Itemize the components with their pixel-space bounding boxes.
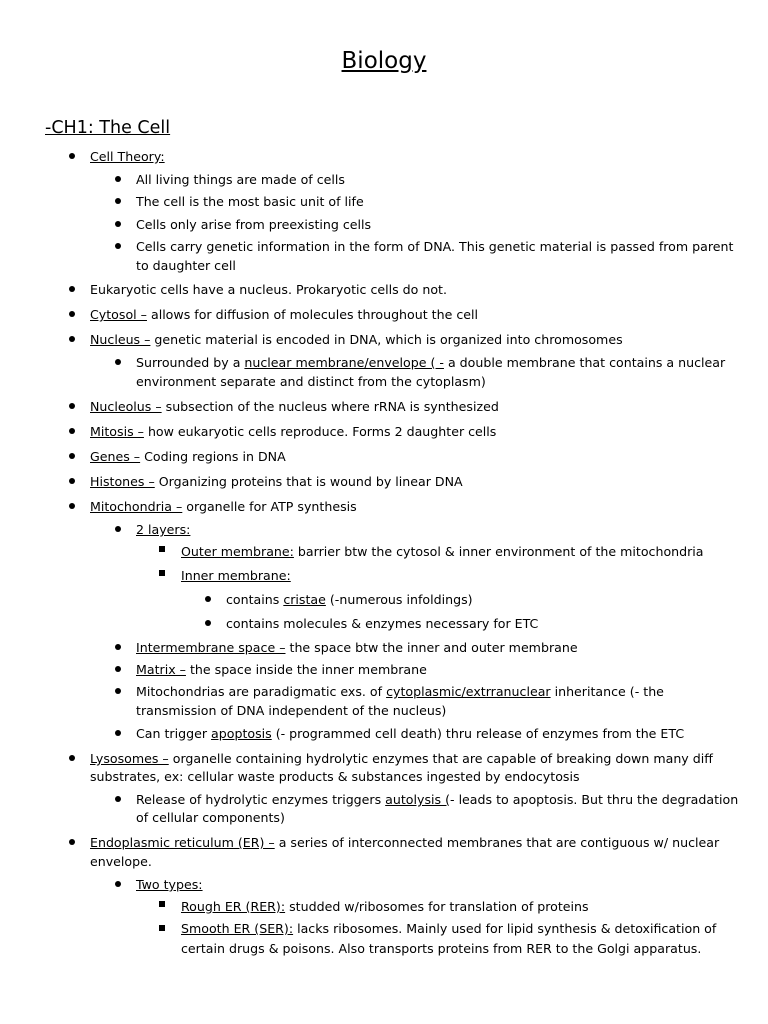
term: cytoplasmic/extrranuclear bbox=[386, 684, 551, 699]
list-item-nucleus bbox=[90, 331, 623, 349]
list-item-continuation: transmission of DNA independent of the nucleus) bbox=[136, 703, 447, 718]
definition: subsection of the nucleus where rRNA is synthesized bbox=[161, 399, 499, 414]
list-item-rer bbox=[181, 898, 589, 916]
definition: barrier btw the cytosol & inner environment of the mitochondria bbox=[293, 544, 704, 559]
term: Smooth ER (SER): bbox=[181, 921, 294, 936]
term: nuclear membrane/envelope ( - bbox=[244, 355, 444, 370]
bullet-dot-icon bbox=[69, 428, 75, 434]
definition: the space btw the inner and outer membrane bbox=[285, 640, 578, 655]
list-item-inner-membrane bbox=[181, 567, 291, 585]
term: apoptosis bbox=[211, 726, 272, 741]
definition: allows for diffusion of molecules throughout the cell bbox=[146, 307, 479, 322]
list-item-genes bbox=[90, 448, 286, 466]
list-item-continuation: envelope. bbox=[90, 854, 152, 869]
term: Outer membrane: bbox=[181, 544, 294, 559]
term: Inner membrane: bbox=[181, 568, 291, 583]
term: Matrix – bbox=[136, 662, 186, 677]
definition: inheritance (- the bbox=[550, 684, 664, 699]
bullet-square-icon bbox=[159, 925, 165, 931]
bullet-square-icon bbox=[159, 546, 165, 552]
chapter-heading: -CH1: The Cell bbox=[45, 118, 171, 138]
list-item-cristae bbox=[226, 591, 473, 609]
term: Intermembrane space – bbox=[136, 640, 286, 655]
bullet-dot-icon bbox=[69, 403, 75, 409]
definition: - leads to apoptosis. But thru the degradation bbox=[450, 792, 739, 807]
list-item-intermembrane bbox=[136, 639, 578, 657]
definition: the space inside the inner membrane bbox=[185, 662, 427, 677]
bullet-dot-icon bbox=[69, 503, 75, 509]
list-item: Eukaryotic cells have a nucleus. Prokaryotic cells do not. bbox=[90, 282, 448, 297]
bullet-dot-icon bbox=[115, 243, 121, 249]
list-item-cell-theory bbox=[90, 148, 165, 166]
bullet-dot-icon bbox=[69, 755, 75, 761]
bullet-dot-icon bbox=[69, 286, 75, 292]
prefix: Release of hydrolytic enzymes triggers bbox=[136, 792, 386, 807]
term: Nucleus – bbox=[90, 332, 151, 347]
term: Histones – bbox=[90, 474, 155, 489]
list-item-matrix bbox=[136, 661, 427, 679]
bullet-dot-icon bbox=[115, 796, 121, 802]
prefix: Can trigger bbox=[136, 726, 212, 741]
list-item-nuclear-membrane bbox=[136, 354, 725, 372]
definition: Organizing proteins that is wound by linear DNA bbox=[154, 474, 463, 489]
definition: lacks ribosomes. Mainly used for lipid synthesis & detoxification of bbox=[293, 921, 717, 936]
list-item-inheritance bbox=[136, 683, 664, 701]
bullet-dot-icon bbox=[115, 359, 121, 365]
list-item-continuation: substrates, ex: cellular waste products & substances ingested by endocytosis bbox=[90, 769, 580, 784]
term: autolysis ( bbox=[385, 792, 451, 807]
list-item-lysosomes bbox=[90, 750, 713, 768]
prefix: Mitochondrias are paradigmatic exs. of bbox=[136, 684, 387, 699]
bullet-dot-icon bbox=[69, 478, 75, 484]
bullet-dot-icon bbox=[115, 666, 121, 672]
list-item-er bbox=[90, 834, 719, 852]
bullet-dot-icon bbox=[69, 311, 75, 317]
list-item-nucleolus bbox=[90, 398, 499, 416]
term: Cytosol – bbox=[90, 307, 147, 322]
list-item: contains molecules & enzymes necessary for ETC bbox=[226, 616, 539, 631]
bullet-dot-icon bbox=[69, 153, 75, 159]
list-item-continuation: certain drugs & poisons. Also transports proteins from RER to the Golgi apparatus. bbox=[181, 941, 702, 956]
term: cristae bbox=[283, 592, 326, 607]
bullet-square-icon bbox=[159, 570, 165, 576]
list-item-autolysis bbox=[136, 791, 738, 809]
bullet-dot-icon bbox=[115, 221, 121, 227]
term: Genes – bbox=[90, 449, 141, 464]
list-item-cytosol bbox=[90, 306, 478, 324]
term: Endoplasmic reticulum (ER) – bbox=[90, 835, 275, 850]
list-item-apoptosis bbox=[136, 725, 684, 743]
bullet-dot-icon bbox=[69, 839, 75, 845]
term: Two types: bbox=[136, 877, 203, 892]
term: Cell Theory: bbox=[90, 149, 165, 164]
definition: Coding regions in DNA bbox=[140, 449, 286, 464]
term: Nucleolus – bbox=[90, 399, 162, 414]
list-item bbox=[136, 238, 733, 256]
bullet-dot-icon bbox=[115, 644, 121, 650]
bullet-dot-icon bbox=[115, 688, 121, 694]
document-title: Biology bbox=[341, 48, 427, 74]
bullet-dot-icon bbox=[205, 596, 211, 602]
list-item-ser bbox=[181, 920, 716, 938]
definition: a double membrane that contains a nuclear bbox=[443, 355, 726, 370]
list-item: The cell is the most basic unit of life bbox=[136, 194, 364, 209]
bullet-square-icon bbox=[159, 901, 165, 907]
term: Lysosomes – bbox=[90, 751, 169, 766]
prefix: Surrounded by a bbox=[136, 355, 245, 370]
term: 2 layers: bbox=[136, 522, 191, 537]
bullet-dot-icon bbox=[115, 526, 121, 532]
term: Mitochondria – bbox=[90, 499, 183, 514]
term: Rough ER (RER): bbox=[181, 899, 286, 914]
definition: a series of interconnected membranes that are contiguous w/ nuclear bbox=[274, 835, 720, 850]
term: Mitosis – bbox=[90, 424, 144, 439]
definition: organelle containing hydrolytic enzymes that are capable of breaking down many diff bbox=[168, 751, 713, 766]
prefix: contains bbox=[226, 592, 284, 607]
list-item-mitochondria bbox=[90, 498, 357, 516]
list-item-continuation: of cellular components) bbox=[136, 810, 285, 825]
list-item-continuation: to daughter cell bbox=[136, 258, 236, 273]
definition: organelle for ATP synthesis bbox=[182, 499, 357, 514]
list-item-continuation: environment separate and distinct from the cytoplasm) bbox=[136, 374, 486, 389]
list-item-outer-membrane bbox=[181, 543, 704, 561]
bullet-dot-icon bbox=[115, 881, 121, 887]
bullet-dot-icon bbox=[205, 620, 211, 626]
bullet-dot-icon bbox=[115, 198, 121, 204]
definition: (- programmed cell death) thru release of enzymes from the ETC bbox=[271, 726, 685, 741]
definition: studded w/ribosomes for translation of proteins bbox=[285, 899, 589, 914]
list-item-layers bbox=[136, 521, 190, 539]
list-item: Cells only arise from preexisting cells bbox=[136, 217, 372, 232]
definition: how eukaryotic cells reproduce. Forms 2 daughter cells bbox=[143, 424, 497, 439]
list-item-histones bbox=[90, 473, 463, 491]
bullet-dot-icon bbox=[115, 176, 121, 182]
bullet-dot-icon bbox=[115, 730, 121, 736]
definition: (-numerous infoldings) bbox=[325, 592, 473, 607]
list-item: All living things are made of cells bbox=[136, 172, 345, 187]
definition: genetic material is encoded in DNA, which is organized into chromosomes bbox=[150, 332, 623, 347]
line: Cells carry genetic information in the form of DNA. This genetic material is passed from parent bbox=[136, 239, 734, 254]
list-item-mitosis bbox=[90, 423, 496, 441]
list-item-two-types bbox=[136, 876, 203, 894]
bullet-dot-icon bbox=[69, 453, 75, 459]
bullet-dot-icon bbox=[69, 336, 75, 342]
